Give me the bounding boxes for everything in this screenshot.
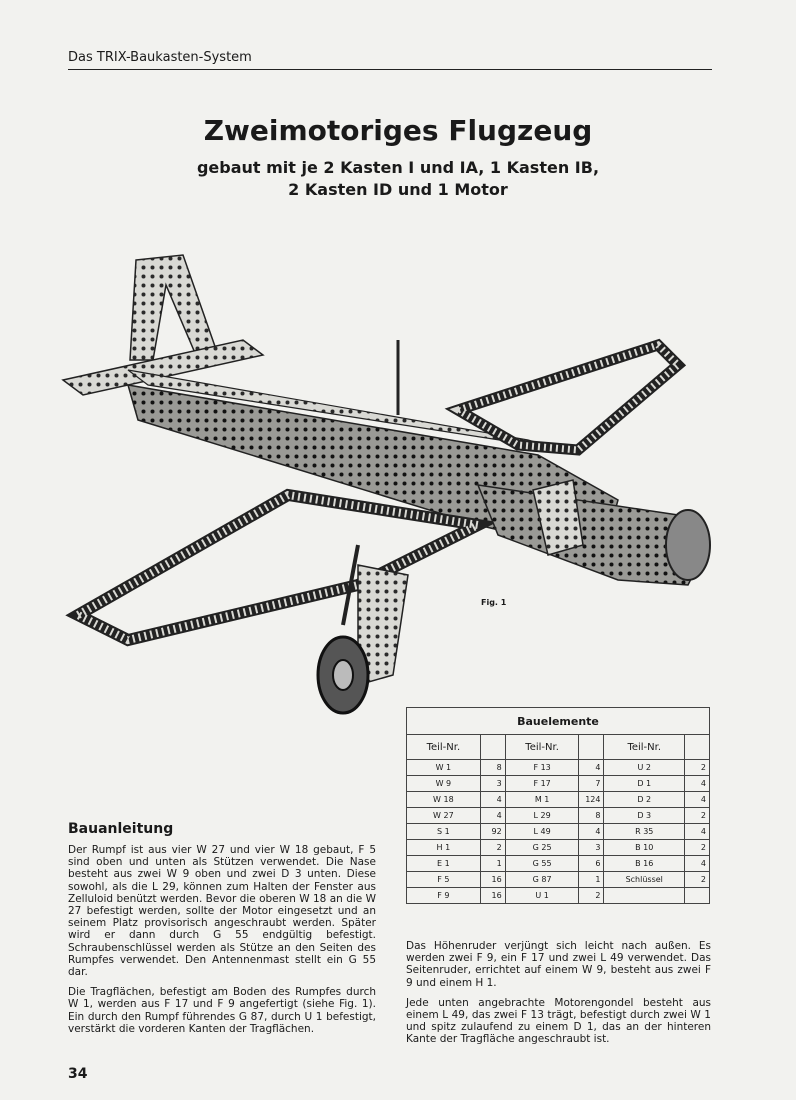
table-row — [407, 824, 710, 840]
parts-table-caption: Bauelemente — [407, 708, 710, 735]
page-number: 34 — [68, 1066, 88, 1082]
part-id: B 16 — [604, 856, 685, 872]
part-count: 7 — [579, 776, 604, 792]
part-count: 8 — [579, 808, 604, 824]
part-id: D 3 — [604, 808, 685, 824]
column-header: Teil-Nr. — [505, 735, 579, 760]
table-row — [407, 856, 710, 872]
part-count: 3 — [579, 840, 604, 856]
part-id: W 1 — [407, 760, 481, 776]
column-header: Teil-Nr. — [604, 735, 685, 760]
part-id: L 29 — [505, 808, 579, 824]
part-count: 2 — [579, 888, 604, 904]
page-subtitle — [0, 157, 796, 201]
part-id: F 9 — [407, 888, 481, 904]
part-id: H 1 — [407, 840, 481, 856]
part-count: 4 — [579, 760, 604, 776]
part-count: 4 — [480, 792, 505, 808]
part-id — [604, 888, 685, 904]
part-id: W 9 — [407, 776, 481, 792]
part-id: D 1 — [604, 776, 685, 792]
part-count: 4 — [579, 824, 604, 840]
rear-wing — [458, 345, 678, 450]
part-id: E 1 — [407, 856, 481, 872]
part-count: 6 — [579, 856, 604, 872]
part-id: U 2 — [604, 760, 685, 776]
part-count: 1 — [480, 856, 505, 872]
paragraph: Der Rumpf ist aus vier W 27 und vier W 18 gebaut, F 5 sind oben und unten als Stützen verwendet. Die Nase besteht aus zwei W 9 oben und zwei D 3 unten. Diese sowohl, als die L 29, können zum Halten der Fenster aus Zelluloid benützt werden. Bevor die oberen W 18 an die W 27 befestigt werden, sollte der Motor eingesetzt und an seinem Platz provisorisch angeschraubt werden. Später wird er dann durch G 55 endgültig befestigt. Schraubenschlüssel werden als Stütze an den Seiten des Rumpfes verwendet. Den Antennenmast stellt ein G 55 dar. — [68, 844, 376, 979]
part-count: 3 — [480, 776, 505, 792]
part-count: 4 — [685, 792, 710, 808]
part-count: 2 — [685, 840, 710, 856]
part-count: 1 — [579, 872, 604, 888]
section-heading: Bauanleitung — [68, 821, 174, 837]
table-row — [407, 872, 710, 888]
part-count: 2 — [685, 872, 710, 888]
parts-table — [406, 707, 710, 904]
subtitle-line-2: 2 Kasten ID und 1 Motor — [288, 180, 508, 199]
part-count: 4 — [685, 824, 710, 840]
part-id: G 25 — [505, 840, 579, 856]
part-count: 2 — [480, 840, 505, 856]
column-header: Teil-Nr. — [407, 735, 481, 760]
airplane-model-photo — [58, 245, 718, 715]
part-id: U 1 — [505, 888, 579, 904]
table-row — [407, 760, 710, 776]
part-id: L 49 — [505, 824, 579, 840]
part-id: Schlüssel — [604, 872, 685, 888]
part-count — [685, 888, 710, 904]
table-row — [407, 840, 710, 856]
table-row — [407, 776, 710, 792]
running-header: Das TRIX-Baukasten-System — [68, 50, 712, 70]
table-row — [407, 808, 710, 824]
part-id: F 5 — [407, 872, 481, 888]
subtitle-line-1: gebaut mit je 2 Kasten I und IA, 1 Kasten IB, — [196, 158, 600, 177]
tail-fin — [130, 255, 218, 360]
part-id: M 1 — [505, 792, 579, 808]
paragraph: Das Höhenruder verjüngt sich leicht nach außen. Es werden zwei F 9, ein F 17 und zwei L 49 verwendet. Das Seitenruder, errichtet auf einem W 9, besteht aus zwei F 9 und einem H 1. — [406, 940, 711, 989]
part-id: W 18 — [407, 792, 481, 808]
part-id: B 10 — [604, 840, 685, 856]
paragraph: Die Tragflächen, befestigt am Boden des Rumpfes durch W 1, werden aus F 17 und F 9 angefertigt (siehe Fig. 1). Ein durch den Rumpf führendes G 87, durch U 1 befestigt, verstärkt die vorderen Kanten der Tragflächen. — [68, 986, 376, 1035]
part-count: 4 — [685, 776, 710, 792]
part-id: G 87 — [505, 872, 579, 888]
part-id: S 1 — [407, 824, 481, 840]
part-id: R 35 — [604, 824, 685, 840]
paragraph: Jede unten angebrachte Motorengondel besteht aus einem L 49, das zwei F 13 trägt, befestigt durch zwei W 1 und spitz zulaufend zu einem D 1, das an der hinteren Kante der Tragfläche angeschraubt ist. — [406, 996, 711, 1046]
table-row — [407, 792, 710, 808]
part-count: 124 — [579, 792, 604, 808]
page-title: Zweimotoriges Flugzeug — [203, 114, 593, 147]
part-count: 4 — [685, 856, 710, 872]
right-text-column — [406, 940, 711, 1054]
part-count: 92 — [480, 824, 505, 840]
part-id: F 17 — [505, 776, 579, 792]
nose-cylinder — [666, 510, 710, 580]
part-count: 16 — [480, 872, 505, 888]
part-count: 2 — [685, 760, 710, 776]
left-text-column — [68, 844, 376, 1043]
part-id: G 55 — [505, 856, 579, 872]
part-count: 2 — [685, 808, 710, 824]
part-count: 8 — [480, 760, 505, 776]
part-id: D 2 — [604, 792, 685, 808]
part-count: 16 — [480, 888, 505, 904]
figure-label: Fig. 1 — [481, 598, 507, 607]
part-id: W 27 — [407, 808, 481, 824]
part-count: 4 — [480, 808, 505, 824]
part-id: F 13 — [505, 760, 579, 776]
table-row — [407, 888, 710, 904]
